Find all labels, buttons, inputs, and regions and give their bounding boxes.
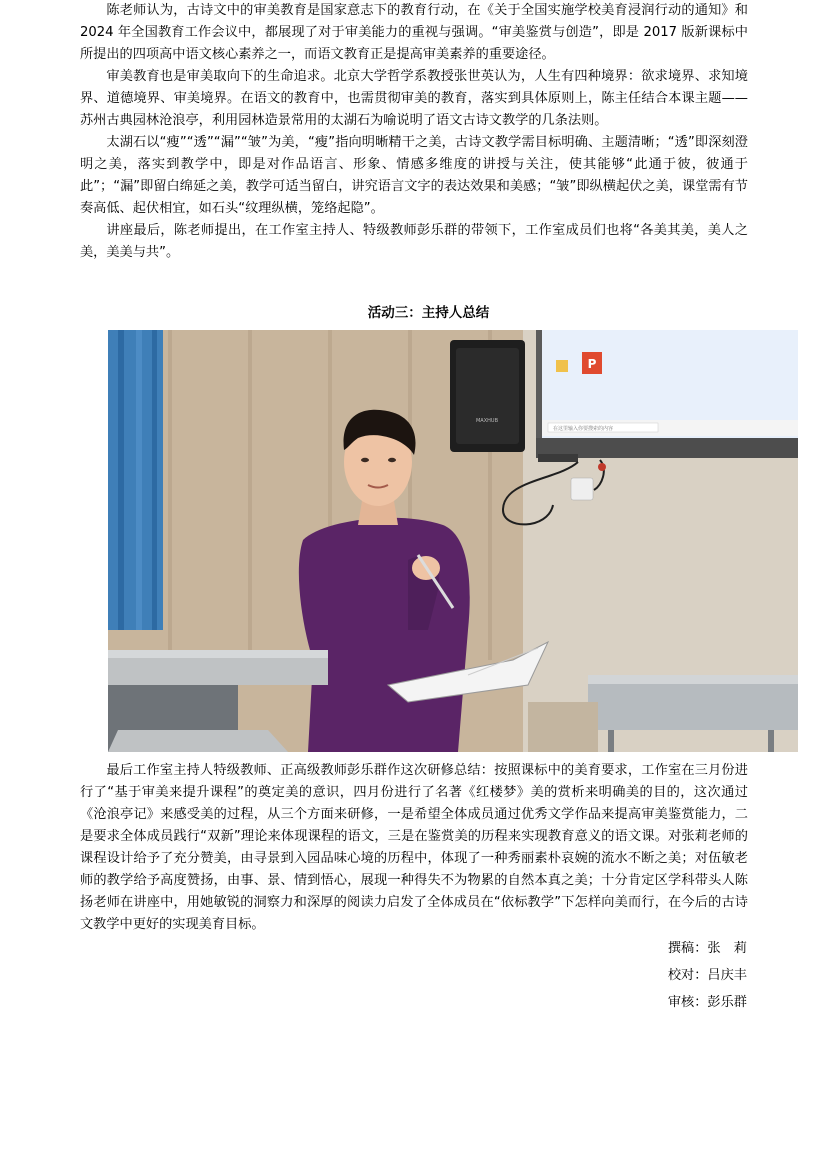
screen-search-placeholder: 在这里输入你要搜索的内容 xyxy=(553,426,614,432)
wall-speaker xyxy=(450,340,525,452)
credit-proofreader: 校对：吕庆丰 xyxy=(667,968,747,983)
body-paragraph-5: 最后工作室主持人特级教师、正高级教师彭乐群作这次研修总结：按照课标中的美育要求，工作室在三月份进行了“基于审美来提升课程”的奠定美的意识，四月份进行了名著《红楼梦》美的赏析来明确美的目的，这次通过《沧浪亭记》来感受美的过程，从三个方面来研修，一是希望全体成员通过优秀文学作品来提高审美鉴赏能力，二是要求全体成员践行“双新”理论来体现课程的语文，三是在鉴赏美的历程来实现教育意义的语文课。对张莉老师的课程设计给予了充分赞美，由寻景到入园品味心境的历程中，体现了一种秀丽素朴哀婉的流水不断之美；对伍敏老师的教学给予高度赞扬，由事、景、情到悟心，展现一种得失不为物累的自然本真之美；十分肯定区学科带头人陈扬老师在讲座中，用她敏锐的洞察力和深厚的阅读力启发了全体成员在“依标教学”下怎样向美而行，在今后的古诗文教学中更好的实现美育目标。 xyxy=(80,763,748,932)
body-paragraph-4: 讲座最后，陈老师提出，在工作室主持人、特级教师彭乐群的带领下，工作室成员们也将“各美其美，美人之美，美美与共”。 xyxy=(80,223,748,260)
body-paragraph-3: 太湖石以“瘦”“透”“漏”“皱”为美，“瘦”指向明晰精干之美，古诗文教学需目标明确、主题清晰；“透”即深刻澄明之美，落实到教学中，即是对作品语言、形象、情感多维度的讲授与关注，使其能够“此通于彼，彼通于此”；“漏”即留白绵延之美，教学可适当留白，讲究语言文字的表达效果和美感；“皱”即纵横起伏之美，课堂需有节奏高低、起伏相宜，如石头“纹理纵横，笼络起隐”。 xyxy=(80,135,748,216)
body-paragraph-2: 审美教育也是审美取向下的生命追求。北京大学哲学系教授张世英认为，人生有四种境界：欲求境界、求知境界、道德境界、审美境界。在语文的教育中，也需贯彻审美的教育，落实到具体原则上，陈主任结合本课主题——苏州古典园林沧浪亭，利用园林造景常用的太湖石为喻说明了语文古诗文教学的几条法则。 xyxy=(80,69,748,128)
credit-writer: 撰稿：张 莉 xyxy=(667,941,747,956)
speaker-brand: MAXHUB xyxy=(475,418,499,424)
credit-reviewer: 审核：彭乐群 xyxy=(667,995,747,1010)
screen-app-label: P xyxy=(587,357,597,371)
host-summary-photo xyxy=(108,330,798,752)
body-paragraph-1: 陈老师认为，古诗文中的审美教育是国家意志下的教育行动，在《关于全国实施学校美育浸润行动的通知》和 2024 年全国教育工作会议中，都展现了对于审美能力的重视与强调。“审美鉴赏与创造”，即是 2017 版新课标中所提出的四项高中语文核心素养之一，而语文教育正是提高审美素养的重要途径。 xyxy=(80,3,748,62)
section-heading: 活动三：主持人总结 xyxy=(367,305,490,321)
smart-board xyxy=(536,330,798,462)
